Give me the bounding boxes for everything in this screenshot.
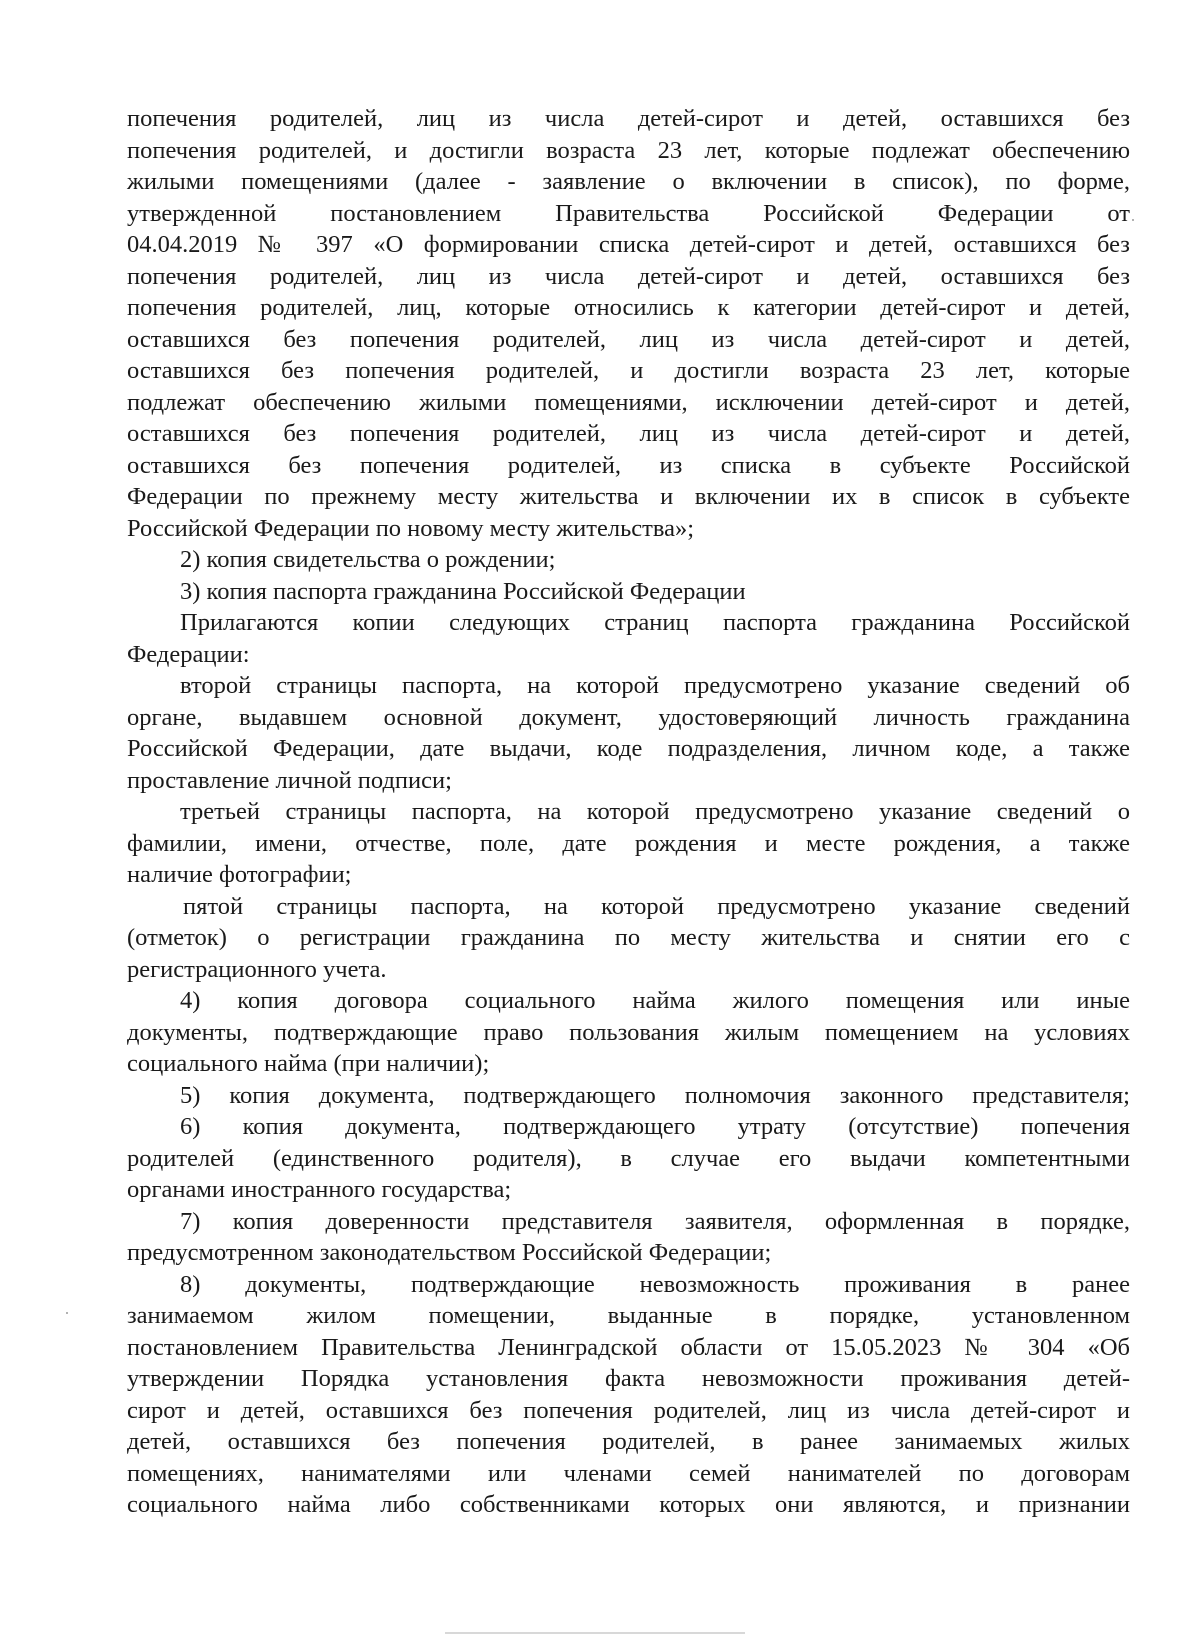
text-line: попечения родителей, лиц, которые относились к категории детей-сирот и детей, xyxy=(127,294,1130,321)
text-line: Российской Федерации по новому месту жительства»; xyxy=(127,514,695,542)
list-item-4: 4) копия договора социального найма жилого помещения или иные xyxy=(180,987,1130,1014)
list-item-3: 3) копия паспорта гражданина Российской Федерации xyxy=(180,577,746,605)
list-item-8: 8) документы, подтверждающие невозможность проживания в ранее xyxy=(180,1270,1130,1298)
text-line: утвержденной постановлением Правительства Российской Федерации от xyxy=(127,199,1130,227)
list-item-2: 2) копия свидетельства о рождении; xyxy=(180,546,556,573)
list-item-7: 7) копия доверенности представителя заявителя, оформленная в порядке, xyxy=(180,1207,1130,1235)
text-line: оставшихся без попечения родителей, лиц из числа детей-сирот и детей, xyxy=(127,325,1130,353)
list-item-6: 6) копия документа, подтверждающего утрату (отсутствие) попечения xyxy=(180,1113,1130,1140)
text-line: постановлением Правительства Ленинградской области от 15.05.2023 № 304 «Об xyxy=(127,1333,1130,1361)
scan-artifact xyxy=(1132,219,1134,221)
text-line: попечения родителей, и достигли возраста 23 лет, которые подлежат обеспечению xyxy=(127,136,1130,164)
text-line: органами иностранного государства; xyxy=(127,1176,512,1203)
scan-artifact xyxy=(66,1312,68,1314)
text-line: утверждении Порядка установления факта невозможности проживания детей- xyxy=(127,1365,1130,1392)
text-line: наличие фотографии; xyxy=(127,861,352,888)
text-line: попечения родителей, лиц из числа детей-сирот и детей, оставшихся без xyxy=(127,262,1130,290)
text-line: социального найма (при наличии); xyxy=(127,1050,490,1077)
scan-edge-line xyxy=(445,1632,745,1634)
text-line: фамилии, имени, отчестве, поле, дате рождения и месте рождения, а также xyxy=(127,829,1130,857)
text-line: помещениях, нанимателями или членами семей нанимателей по договорам xyxy=(127,1459,1130,1487)
text-line: органе, выдавшем основной документ, удостоверяющий личность гражданина xyxy=(127,703,1130,731)
paragraph-start: пятой страницы паспорта, на которой предусмотрено указание сведений xyxy=(183,892,1130,920)
text-line: оставшихся без попечения родителей, из списка в субъекте Российской xyxy=(127,451,1130,479)
text-line: детей, оставшихся без попечения родителей, в ранее занимаемых жилых xyxy=(127,1428,1130,1455)
text-line: попечения родителей, лиц из числа детей-сирот и детей, оставшихся без xyxy=(127,105,1130,132)
text-line: жилыми помещениями (далее - заявление о включении в список), по форме, xyxy=(127,168,1130,195)
text-line: регистрационного учета. xyxy=(127,955,387,983)
text-line: Федерации: xyxy=(127,640,250,668)
text-line: сирот и детей, оставшихся без попечения родителей, лиц из числа детей-сирот и xyxy=(127,1396,1130,1424)
text-line: 04.04.2019 № 397 «О формировании списка детей-сирот и детей, оставшихся без xyxy=(127,231,1130,258)
text-line: документы, подтверждающие право пользования жилым помещением на условиях xyxy=(127,1018,1130,1046)
document-body xyxy=(127,103,1130,1521)
text-line: занимаемом жилом помещении, выданные в порядке, установленном xyxy=(127,1302,1130,1329)
paragraph-start: Прилагаются копии следующих страниц паспорта гражданина Российской xyxy=(180,609,1130,636)
paragraph-start: третьей страницы паспорта, на которой предусмотрено указание сведений о xyxy=(180,798,1130,825)
list-item-5: 5) копия документа, подтверждающего полномочия законного представителя; xyxy=(180,1081,1130,1109)
text-line: подлежат обеспечению жилыми помещениями, исключении детей-сирот и детей, xyxy=(127,388,1130,416)
text-line: оставшихся без попечения родителей, и достигли возраста 23 лет, которые xyxy=(127,357,1130,384)
text-line: проставление личной подписи; xyxy=(127,766,452,794)
text-line: предусмотренном законодательством Российской Федерации; xyxy=(127,1239,772,1266)
text-line: Российской Федерации, дате выдачи, коде подразделения, личном коде, а также xyxy=(127,735,1130,762)
text-line: оставшихся без попечения родителей, лиц из числа детей-сирот и детей, xyxy=(127,420,1130,447)
text-line: (отметок) о регистрации гражданина по месту жительства и снятии его с xyxy=(127,924,1130,951)
text-line: социального найма либо собственниками которых они являются, и признании xyxy=(127,1491,1130,1518)
paragraph-start: второй страницы паспорта, на которой предусмотрено указание сведений об xyxy=(180,672,1130,699)
text-line: родителей (единственного родителя), в случае его выдачи компетентными xyxy=(127,1144,1130,1172)
text-line: Федерации по прежнему месту жительства и включении их в список в субъекте xyxy=(127,483,1130,510)
